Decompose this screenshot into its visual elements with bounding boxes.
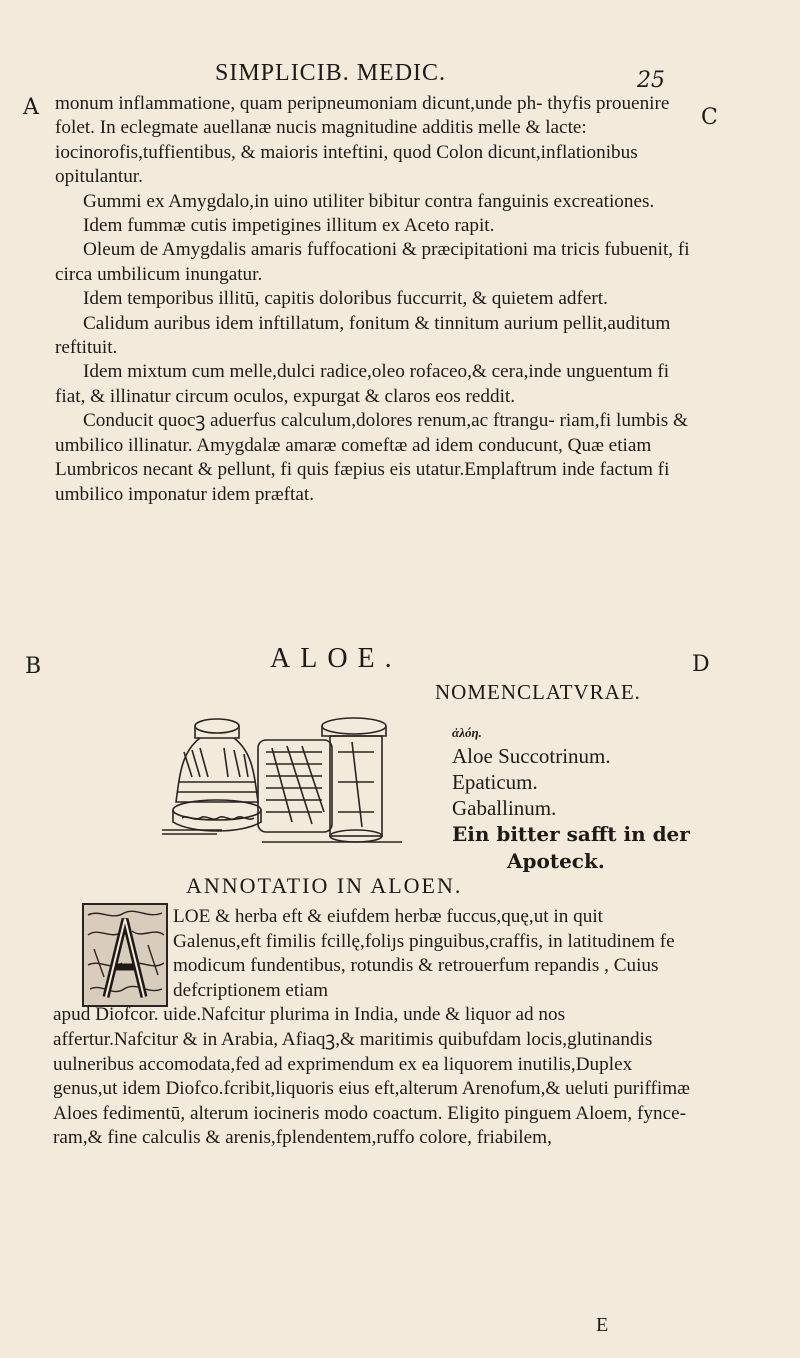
paragraph: Oleum de Amygdalis amaris fuffocationi & præcipitationi ma tricis fubuenit, fi circa umbilicum inungatur. <box>55 239 690 285</box>
nomenclature-list <box>452 725 712 875</box>
annotation-heading: ANNOTATIO IN ALOEN. <box>186 873 463 898</box>
section-heading-aloe: ALOE. <box>270 643 402 674</box>
paragraph: Calidum auribus idem inftillatum, fonitum & tinnitum aurium pellit,auditum reftituit. <box>55 312 671 359</box>
catchword: E <box>596 1314 609 1336</box>
aloe-jars-woodcut <box>162 712 424 846</box>
paragraph: monum inflammatione, quam peripneumoniam dicunt,unde ph- thyfis prouenire folet. In eclegmate auellanæ nucis magnitudine additis melle & lacte: iocinorofis,tuffientibus, & maioris inteftini, quod Colon dicunt,inflationibus opitulantur. <box>55 93 670 188</box>
paragraph: Idem temporibus illitū, capitis doloribus fuccurrit, & quietem adfert. <box>83 288 608 310</box>
margin-letter-a: A <box>23 95 39 120</box>
body-text <box>55 92 693 507</box>
nomenclature-heading: NOMENCLATVRAE. <box>435 680 641 704</box>
annotation-body: apud Diofcor. uide.Nafcitur plurima in India, unde & liquor ad nos affertur.Nafcitur & in Arabia, Afiaqꝫ,& maritimis quibufdam locis,glutinandis uulneribus accomodata,fed ad exprimendum ex ea liquorem inutilis,Duplex genus,ut idem Diofco.fcribit,liquoris eius eft,alterum Arenofum,& ueluti puriffimæ Aloes fedimentū, alterum iocineris modo coactum. Eligito pinguem Aloem, fynce- ram,& fine calculis & arenis,fplendentem,ruffo colore, friabilem, <box>53 1004 690 1149</box>
german-name <box>452 821 712 875</box>
nomenclature-item: Aloe Succotrinum. <box>452 744 611 768</box>
nomenclature-item: Epaticum. <box>452 770 538 794</box>
german-name-line2: Apoteck. <box>507 849 605 873</box>
margin-letter-c: C <box>701 105 718 130</box>
annotation-text <box>53 905 693 1151</box>
margin-letter-b: B <box>25 654 42 679</box>
german-name-line1: Ein bitter safft in der <box>452 822 690 846</box>
drop-cap-paragraph: LOE & herba eft & eiufdem herbæ fuccus,quę,ut in quit Galenus,eft fimilis fcillę,foliȷs pinguibus,craffis, in latitudinem fe modicum fundentibus, rotundis & retrouerfum repandis , Cuius defcriptionem etiam <box>173 906 675 1001</box>
page-number: 25 <box>637 68 665 93</box>
paragraph: Idem fummæ cutis impetigines illitum ex Aceto rapit. <box>83 215 495 237</box>
greek-name: ἀλόη. <box>452 725 482 740</box>
running-header: SIMPLICIB. MEDIC. <box>215 60 447 86</box>
margin-letter-d: D <box>692 652 710 677</box>
paragraph: Idem mixtum cum melle,dulci radice,oleo rofaceo,& cera,inde unguentum fi fiat, & illinatur circum oculos, expurgat & claros eos reddit. <box>55 361 670 407</box>
nomenclature-item: Gaballinum. <box>452 796 557 820</box>
paragraph: Conducit quocꝫ aduerfus calculum,dolores renum,ac ftrangu- riam,fi lumbis & umbilico illinatur. Amygdalæ amaræ comeftæ ad idem conducunt, Quæ etiam Lumbricos necant & pellunt, fi quis fæpius eis utatur.Emplaftrum inde factum fi umbilico imponatur idem præftat. <box>55 410 688 505</box>
paragraph: Gummi ex Amygdalo,in uino utiliter bibitur contra fanguinis excreationes. <box>83 190 655 212</box>
